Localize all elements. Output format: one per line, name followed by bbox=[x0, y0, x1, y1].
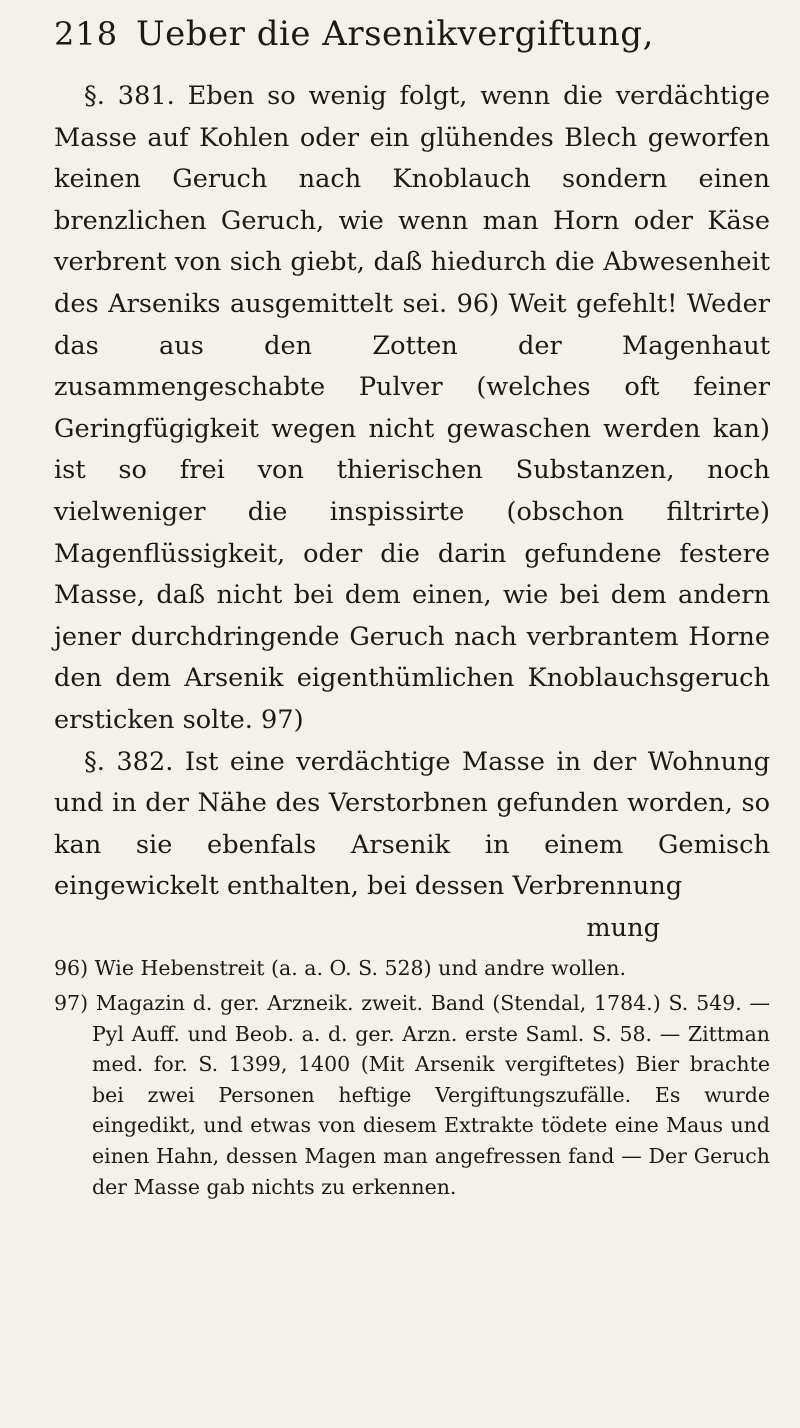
footnotes bbox=[54, 953, 770, 1202]
running-title: Ueber die Arsenikvergiftung, bbox=[136, 14, 654, 54]
page-number: 218 bbox=[54, 15, 119, 53]
paragraph-381: §. 381. Eben so wenig folgt, wenn die verdächtige Masse auf Kohlen oder ein glühendes Blech geworfen keinen Geruch nach Knoblauch sondern einen brenzlichen Geruch, wie wenn man Horn oder Käse verbrent von sich giebt, daß hiedurch die Abwesenheit des Arseniks ausgemittelt sei. 96) Weit gefehlt! Weder das aus den Zotten der Magenhaut zusammengeschabte Pulver (welches oft feiner Geringfügigkeit wegen nicht gewaschen werden kan) ist so frei von thierischen Substanzen, noch vielweniger die inspissirte (obschon filtrirte) Magenflüssigkeit, oder die darin gefundene festere Masse, daß nicht bei dem einen, wie bei dem andern jener durchdringende Geruch nach verbrantem Horne den dem Arsenik eigenthümlichen Knoblauchsgeruch ersticken solte. 97) bbox=[54, 81, 770, 735]
footnote-97: 97) Magazin d. ger. Arzneik. zweit. Band (Stendal, 1784.) S. 549. — Pyl Auff. und Beob. a. d. ger. Arzn. erste Saml. S. 58. — Zittman med. for. S. 1399, 1400 (Mit Arsenik vergiftetes) Bier brachte bei zwei Personen heftige Vergiftungszufälle. Es wurde eingedikt, und etwas von diesem Extrakte tödete eine Maus und einen Hahn, dessen Magen man angefressen fand — Der Geruch der Masse gab nichts zu erkennen. bbox=[54, 991, 770, 1199]
paragraph-382: §. 382. Ist eine verdächtige Masse in der Wohnung und in der Nähe des Verstorbnen gefunden worden, so kan sie ebenfals Arsenik in einem Gemisch eingewickelt enthalten, bei dessen Verbrennung bbox=[54, 746, 770, 902]
catchword: mung bbox=[586, 912, 660, 943]
page-header bbox=[54, 14, 770, 76]
main-text bbox=[54, 76, 770, 949]
footnote-96: 96) Wie Hebenstreit (a. a. O. S. 528) und andre wollen. bbox=[54, 956, 627, 981]
